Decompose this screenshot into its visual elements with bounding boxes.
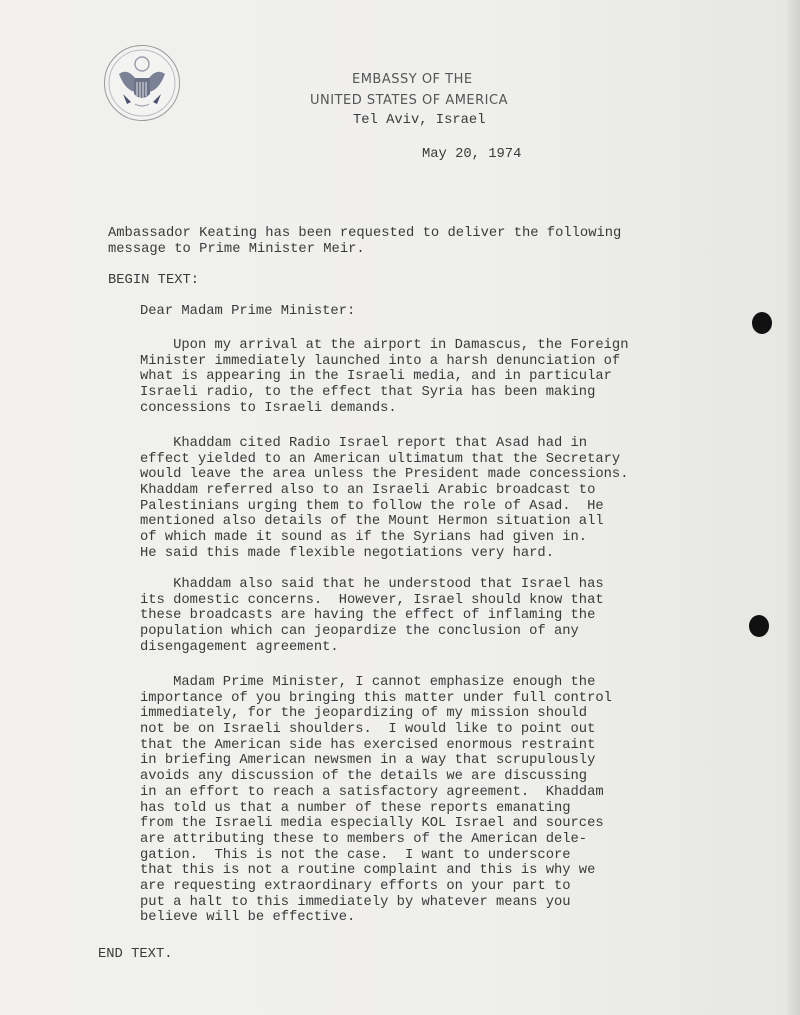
text-line: its domestic concerns. However, Israel should know that [140, 592, 604, 608]
salutation: Dear Madam Prime Minister: [140, 304, 356, 319]
text-line: concessions to Israeli demands. [140, 400, 397, 416]
text-line: immediately, for the jeopardizing of my mission should [140, 706, 588, 722]
text-line: these broadcasts are having the effect of inflaming the [140, 608, 596, 624]
text-line: Khaddam cited Radio Israel report that Asad had in [140, 436, 588, 451]
text-line: Palestinians urging them to follow the role of Asad. He [140, 498, 604, 514]
text-line: Upon my arrival at the airport in Damascus, the Foreign [140, 338, 629, 353]
text-line: Israeli radio, to the effect that Syria has been making [140, 385, 596, 401]
great-seal-logo [104, 45, 180, 121]
body-paragraph-4 [140, 675, 612, 926]
text-line: are attributing these to members of the American dele- [140, 831, 588, 847]
text-line: avoids any discussion of the details we are discussing [140, 769, 588, 785]
text-line: Ambassador Keating has been requested to deliver the following [108, 226, 622, 241]
text-line: has told us that a number of these reports emanating [140, 800, 571, 816]
punch-hole [749, 615, 769, 637]
text-line: put a halt to this immediately by whatever means you [140, 894, 571, 910]
text-line: that the American side has exercised enormous restraint [140, 737, 596, 753]
text-line: Madam Prime Minister, I cannot emphasize enough the [140, 675, 596, 690]
text-line: gation. This is not the case. I want to underscore [140, 847, 571, 863]
text-line: not be on Israeli shoulders. I would like to point out [140, 722, 596, 738]
text-line: Khaddam also said that he understood that Israel has [140, 577, 604, 592]
text-line: disengagement agreement. [140, 639, 339, 655]
text-line: importance of you bringing this matter under full control [140, 690, 612, 706]
body-paragraph-2 [140, 436, 629, 562]
text-line: in briefing American newsmen in a way that scrupulously [140, 753, 596, 769]
intro-paragraph [108, 226, 621, 257]
text-line: Khaddam referred also to an Israeli Arabic broadcast to [140, 483, 596, 499]
text-line: from the Israeli media especially KOL Israel and sources [140, 816, 604, 832]
text-line: are requesting extraordinary efforts on your part to [140, 878, 571, 894]
text-line: of which made it sound as if the Syrians had given in. [140, 530, 588, 546]
begin-text-marker: BEGIN TEXT: [108, 273, 200, 288]
letterhead-line1: EMBASSY OF THE [352, 72, 473, 87]
text-line: mentioned also details of the Mount Hermon situation all [140, 514, 604, 530]
body-paragraph-3 [140, 577, 604, 655]
text-line: population which can jeopardize the conclusion of any [140, 624, 579, 640]
text-line: would leave the area unless the President made concessions. [140, 467, 629, 483]
text-line: message to Prime Minister Meir. [108, 241, 365, 257]
text-line: effect yielded to an American ultimatum that the Secretary [140, 451, 621, 467]
text-line: what is appearing in the Israeli media, and in particular [140, 369, 612, 385]
page-edge [786, 0, 800, 1015]
letter-date: May 20, 1974 [422, 147, 522, 162]
text-line: believe will be effective. [140, 910, 356, 926]
body-paragraph-1 [140, 338, 629, 416]
punch-hole [752, 312, 772, 334]
end-text-marker: END TEXT. [98, 947, 173, 962]
text-line: that this is not a routine complaint and this is why we [140, 863, 596, 879]
text-line: in an effort to reach a satisfactory agreement. Khaddam [140, 784, 604, 800]
letterhead-city: Tel Aviv, Israel [353, 113, 486, 128]
text-line: He said this made flexible negotiations very hard. [140, 545, 554, 561]
text-line: Minister immediately launched into a harsh denunciation of [140, 353, 621, 369]
letterhead-line2: UNITED STATES OF AMERICA [310, 93, 508, 108]
